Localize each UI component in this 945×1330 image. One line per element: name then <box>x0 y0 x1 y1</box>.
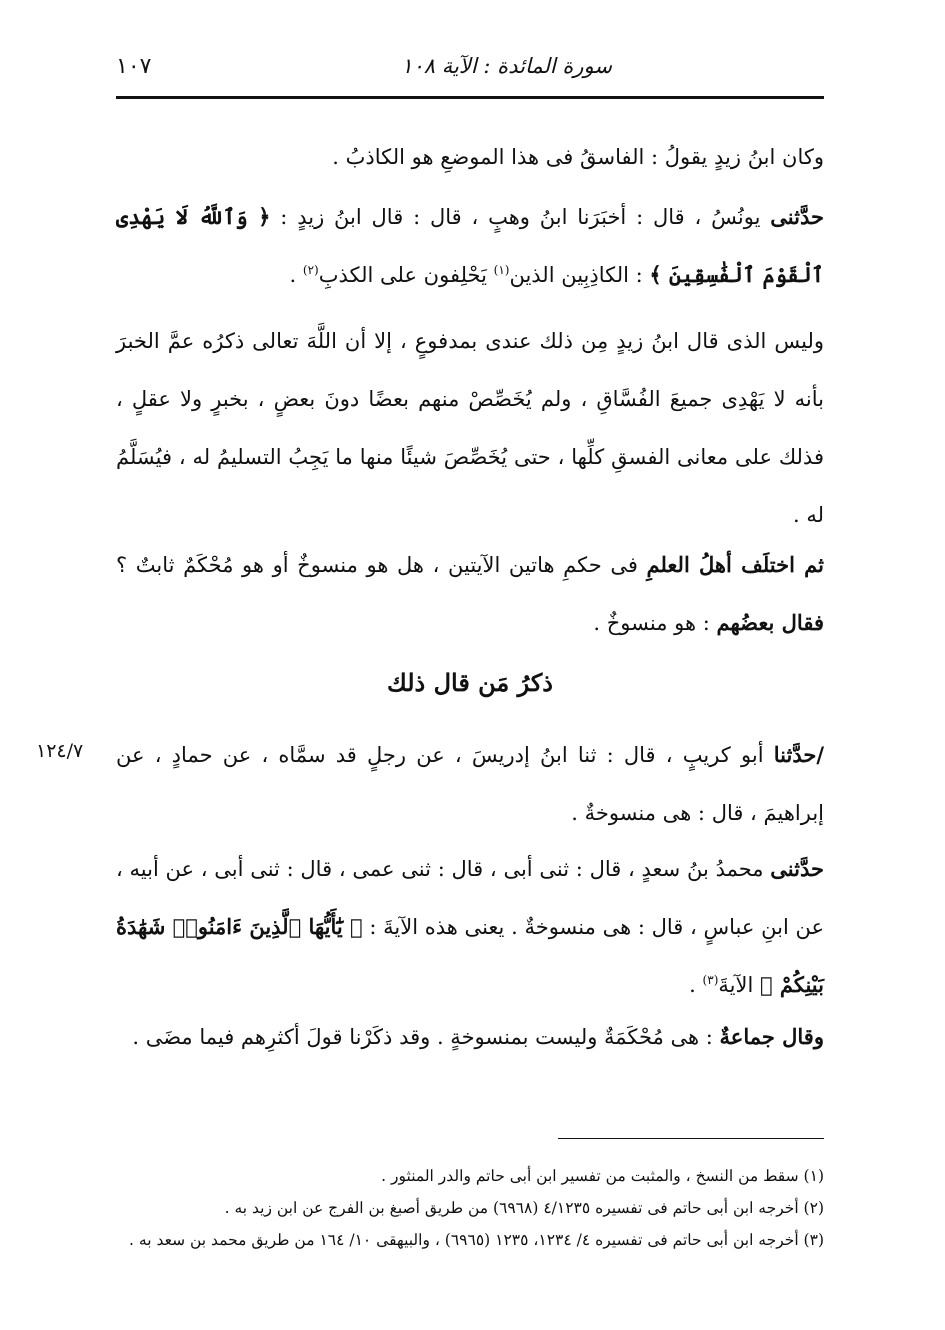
section-heading: ذكرُ مَن قال ذلك <box>387 668 553 697</box>
paragraph-end: . <box>289 263 297 287</box>
paragraph-text: : هى مُحْكَمَةٌ وليست بمنسوخةٍ . وقد ذكَرْنا قولَ أكثرِهم فيما مضَى . <box>132 1025 713 1049</box>
paragraph-end: . <box>689 973 696 997</box>
paragraph-text: يونُسُ ، قال : أخبَرَنا ابنُ وهبٍ ، قال : قال ابنُ زيدٍ : <box>280 205 761 229</box>
footnote-2: (٢) أخرجه ابن أبى حاتم فى تفسيره ٤/١٢٣٥ (٦٩٦٨) من طريق أصبغ بن الفرج عن ابن زيد به . <box>224 1199 824 1217</box>
footnote-marker: (٣) <box>702 973 719 987</box>
footnote-marker: (٢) <box>302 263 319 277</box>
paragraph-5 <box>116 726 824 842</box>
paragraph-3 <box>116 312 824 544</box>
isnad-lead: حدَّثنى <box>770 204 824 229</box>
paragraph-text: أبو كريبٍ ، قال : ثنا ابنُ إدريسَ ، عن رجلٍ قد سمَّاه ، عن حمادٍ ، عن إبراهيمَ ، قال : هى منسوخةٌ . <box>116 743 824 825</box>
paragraph-4 <box>116 536 824 652</box>
paragraph-text: : هو منسوخٌ . <box>593 611 710 635</box>
header-rule <box>116 96 824 99</box>
paragraph-6 <box>116 840 824 1014</box>
bold-lead: فقال بعضُهم <box>716 610 824 635</box>
footnote-marker: (١) <box>493 263 510 277</box>
footnote-rule <box>558 1138 824 1139</box>
quran-verse: ﴿ يَٰٓأَيُّهَا ٱلَّذِينَ ءَامَنُوا۟ شَهَٰدَةُ بَيْنِكُمْ ﴾ <box>116 914 824 997</box>
isnad-lead: /حدَّثنا <box>773 742 824 767</box>
bold-lead: ثم اختلَف أهلُ العلمِ <box>646 552 824 577</box>
running-title: سورة المائدة : الآية ١٠٨ <box>401 54 612 78</box>
paragraph-text: يَحْلِفون على الكذبِ <box>318 263 487 287</box>
paragraph-1 <box>116 128 824 186</box>
paragraph-text: وليس الذى قال ابنُ زيدٍ مِن ذلك عندى بمدفوعٍ ، إلا أن اللَّهَ تعالى ذكرُه عمَّ الخبرَ بأنه لا يَهْدِى جميعَ الفُسَّاقِ ، ولم يُخَصِّصْ منهم بعضًا دونَ بعضٍ ، بخبرٍ ولا عقلٍ ، فذلك على معانى الفسقِ كلِّها ، حتى يُخَصِّصَ شيئًا منها ما يَجِبُ التسليمُ له ، فيُسَلَّمُ له . <box>116 329 824 527</box>
page-number: ١٠٧ <box>116 54 152 79</box>
footnotes <box>116 1160 824 1256</box>
paragraph-text: وكان ابنُ زيدٍ يقولُ : الفاسقُ فى هذا الموضعِ هو الكاذبُ . <box>332 145 824 169</box>
paragraph-2 <box>116 188 824 304</box>
paragraph-7 <box>116 1008 824 1066</box>
bold-lead: وقال جماعةٌ <box>719 1024 824 1049</box>
footnote-3: (٣) أخرجه ابن أبى حاتم فى تفسيره ٤/ ١٢٣٤، ١٢٣٥ (٦٩٦٥) ، والبيهقى ١٠/ ١٦٤ من طريق محمد بن سعد به . <box>129 1231 824 1249</box>
isnad-lead: حدَّثنى <box>770 856 824 881</box>
paragraph-text: الآيةَ <box>718 973 754 997</box>
paragraph-text: محمدُ بنُ سعدٍ ، قال : ثنى أبى ، قال : ثنى عمى ، قال : ثنى أبى ، عن أبيه ، عن ابنِ عباسٍ ، قال : هى منسوخةٌ . يعنى هذه الآيةَ : <box>116 857 825 939</box>
quran-verse: ﴿ وَٱللَّهُ لَا يَهْدِى ٱلْقَوْمَ ٱلْفَٰسِقِينَ ﴾ <box>116 204 824 287</box>
margin-reference: ١٢٤/٧ <box>36 740 84 762</box>
running-header <box>116 48 824 92</box>
paragraph-text: فى حكمِ هاتين الآيتين ، هل هو منسوخٌ أو هو مُحْكَمٌ ثابتٌ ؟ <box>116 553 638 577</box>
paragraph-text: : الكاذِبِين الذين <box>509 263 643 287</box>
footnote-1: (١) سقط من النسخ ، والمثبت من تفسير ابن أبى حاتم والدر المنثور . <box>381 1167 824 1185</box>
